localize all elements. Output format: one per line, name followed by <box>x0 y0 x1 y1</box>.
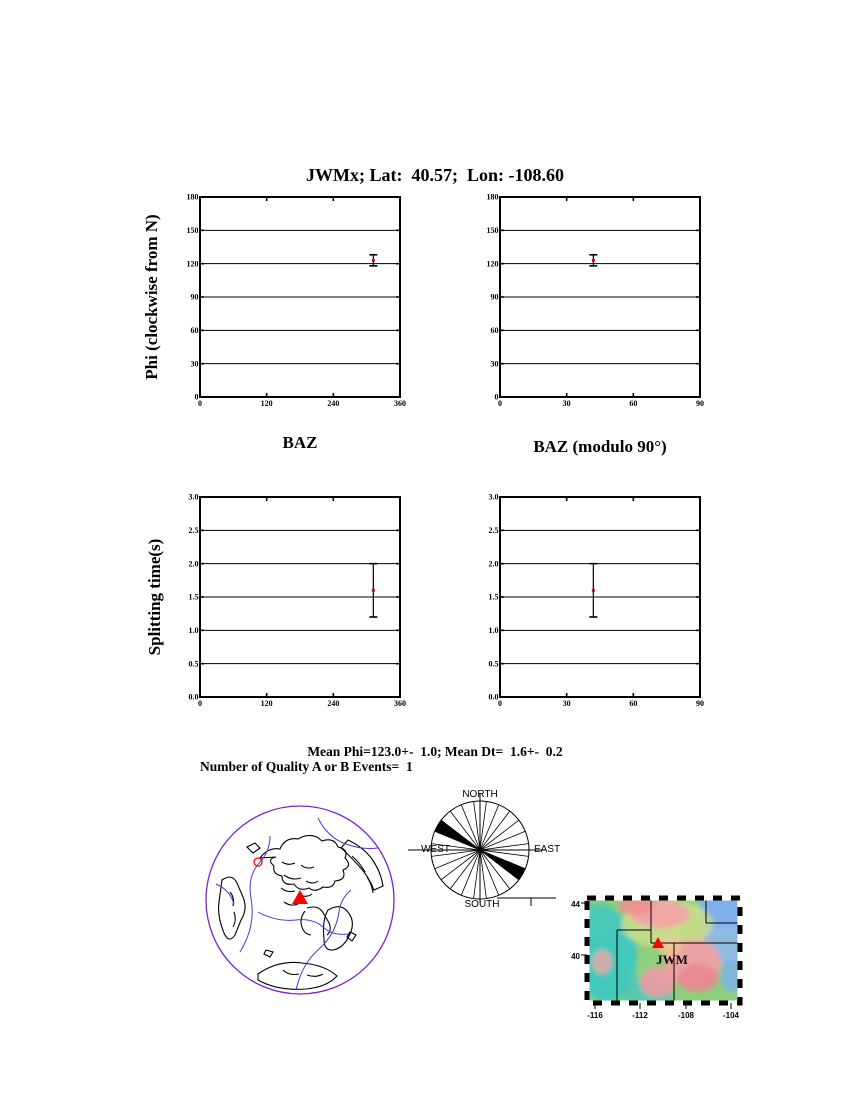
error-bar <box>589 564 597 617</box>
x-tick-label: 240 <box>327 699 340 708</box>
rose-filled-sector <box>480 850 525 880</box>
mean-stats-line: Mean Phi=123.0+- 1.0; Mean Dt= 1.6+- 0.2 <box>307 744 563 759</box>
station-triangle-marker <box>292 890 308 904</box>
y-tick-label: 1.0 <box>188 625 199 635</box>
data-point <box>592 589 595 592</box>
baz-mod90-label: BAZ (modulo 90°) <box>533 437 667 456</box>
y-tick-label: 120 <box>186 259 199 269</box>
data-point <box>372 259 375 262</box>
error-bar <box>369 564 377 617</box>
y-tick-label: 2.0 <box>488 559 499 569</box>
rose-east-label: EAST <box>534 844 561 855</box>
page-title: JWMx; Lat: 40.57; Lon: -108.60 <box>306 165 564 185</box>
y-tick-label: 0 <box>494 392 499 402</box>
y-tick-label: 30 <box>190 359 199 369</box>
y-tick-label: 60 <box>190 325 199 335</box>
map-lat-tick-44: 44 <box>571 900 580 909</box>
error-bar <box>369 255 377 266</box>
globe-map <box>200 800 400 1000</box>
y-tick-label: 30 <box>490 359 499 369</box>
coastlines <box>219 835 383 989</box>
x-tick-label: 240 <box>327 399 340 408</box>
x-tick-label: 60 <box>629 399 638 408</box>
rose-north-label: NORTH <box>462 789 498 800</box>
y-tick-label: 150 <box>486 225 499 235</box>
map-lon-tick-104: -104 <box>722 1011 740 1020</box>
y-tick-label: 90 <box>490 292 499 302</box>
rose-south-label: SOUTH <box>464 899 500 910</box>
dt-vs-baz-mod90-plot <box>455 487 705 717</box>
y-tick-label: 90 <box>190 292 199 302</box>
x-tick-label: 30 <box>562 699 571 708</box>
x-tick-label: 120 <box>260 399 273 408</box>
x-tick-label: 120 <box>260 699 273 708</box>
map-lon-tick-116: -116 <box>587 1011 603 1020</box>
y-tick-label: 180 <box>186 192 199 202</box>
x-tick-label: 0 <box>498 699 502 708</box>
y-tick-label: 0.0 <box>488 692 499 702</box>
x-tick-label: 360 <box>394 399 406 408</box>
map-lon-tick-112: -112 <box>632 1011 648 1020</box>
y-tick-label: 60 <box>490 325 499 335</box>
data-point <box>372 589 375 592</box>
y-tick-label: 0.5 <box>188 659 199 669</box>
y-tick-label: 2.5 <box>188 525 199 535</box>
map-lon-tick-108: -108 <box>677 1011 695 1020</box>
region-topo-map <box>572 886 762 1026</box>
x-tick-label: 0 <box>198 699 202 708</box>
y-tick-label: 0.5 <box>488 659 499 669</box>
y-tick-label: 120 <box>486 259 499 269</box>
y-tick-label: 1.5 <box>188 592 199 602</box>
phi-axis-title: Phi (clockwise from N) <box>142 214 161 380</box>
x-tick-label: 30 <box>562 399 571 408</box>
map-lat-tick-40: 40 <box>571 952 580 961</box>
map-station-label: JWM <box>656 952 688 967</box>
y-tick-label: 150 <box>186 225 199 235</box>
x-tick-label: 90 <box>696 399 704 408</box>
y-tick-label: 3.0 <box>488 492 499 502</box>
y-tick-label: 2.5 <box>488 525 499 535</box>
x-tick-label: 0 <box>498 399 502 408</box>
phi-vs-baz-plot <box>155 187 405 417</box>
phi-vs-baz-mod90-plot <box>455 187 705 417</box>
baz-label: BAZ <box>282 433 318 452</box>
y-tick-label: 1.5 <box>488 592 499 602</box>
y-tick-label: 1.0 <box>488 625 499 635</box>
event-count-line: Number of Quality A or B Events= 1 <box>200 759 413 774</box>
y-tick-label: 180 <box>486 192 499 202</box>
x-tick-label: 60 <box>629 699 638 708</box>
dt-axis-title: Splitting time(s) <box>145 538 164 656</box>
rose-west-label: WEST <box>421 844 450 855</box>
x-tick-label: 360 <box>394 699 406 708</box>
y-tick-label: 0.0 <box>188 692 199 702</box>
x-tick-label: 90 <box>696 699 704 708</box>
error-bar <box>589 255 597 266</box>
y-tick-label: 0 <box>194 392 199 402</box>
dt-vs-baz-plot <box>155 487 405 717</box>
y-tick-label: 3.0 <box>188 492 199 502</box>
data-point <box>592 259 595 262</box>
x-tick-label: 0 <box>198 399 202 408</box>
y-tick-label: 2.0 <box>188 559 199 569</box>
